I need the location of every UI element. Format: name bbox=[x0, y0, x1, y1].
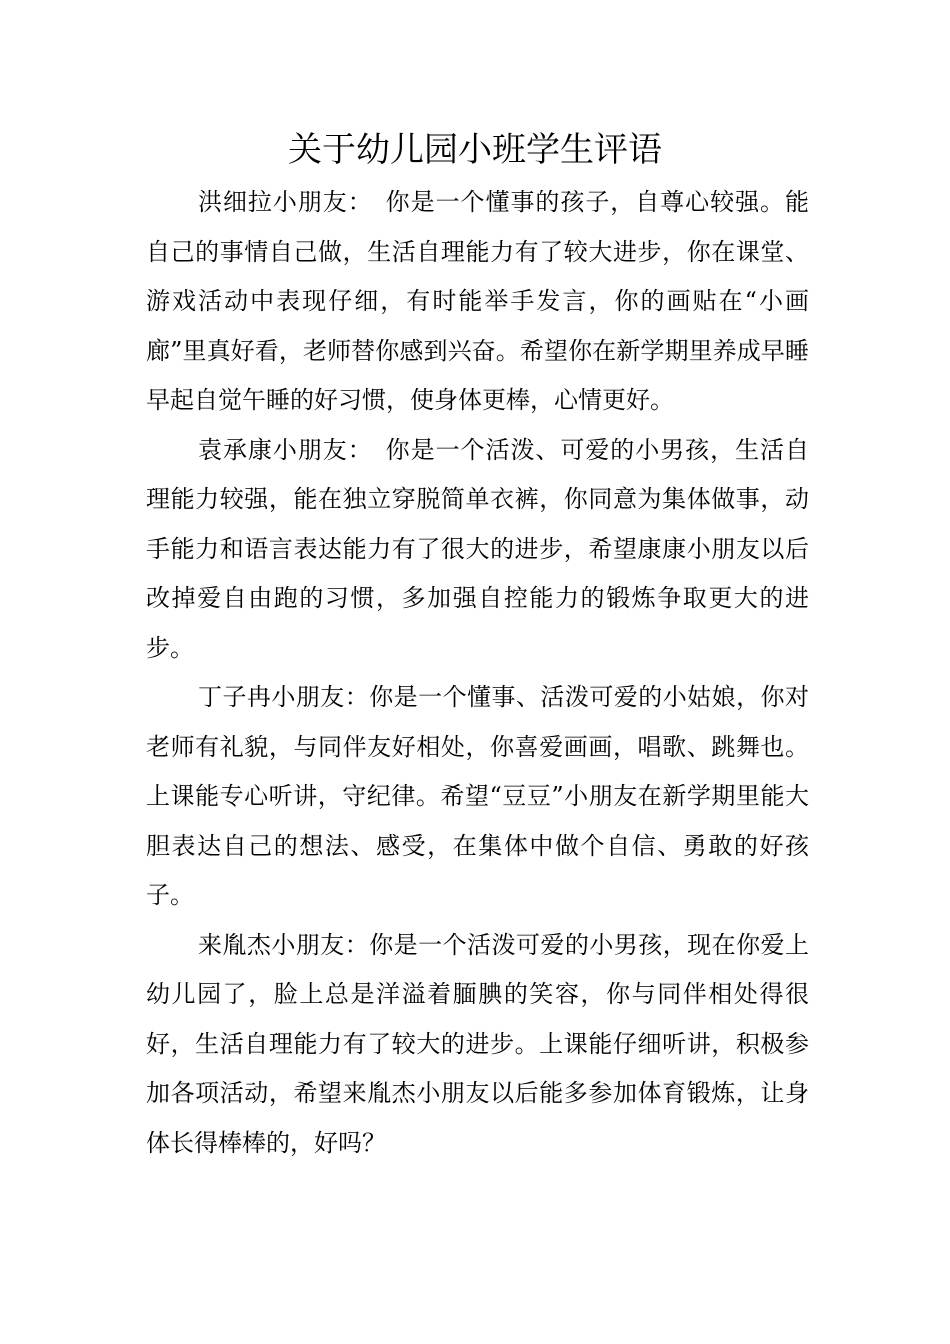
comment-paragraph-lai: 来胤杰小朋友：你是一个活泼可爱的小男孩，现在你爱上幼儿园了，脸上总是洋溢着腼腆的笑容，你与同伴相处得很好，生活自理能力有了较大的进步。上课能仔细听讲，积极参加各项活动，希望来胤杰小朋友以后能多参加体育锻炼，让身体长得棒棒的，好吗？ bbox=[146, 930, 809, 1157]
comment-paragraph-yuan: 袁承康小朋友： 你是一个活泼、可爱的小男孩，生活自理能力较强，能在独立穿脱简单衣裤，你同意为集体做事，动手能力和语言表达能力有了很大的进步，希望康康小朋友以后改掉爱自由跑的习惯，多加强自控能力的锻炼争取更大的进步。 bbox=[146, 435, 809, 662]
document-body bbox=[146, 178, 809, 1168]
document-title: 关于幼儿园小班学生评语 bbox=[288, 130, 662, 170]
comment-paragraph-hong: 洪细拉小朋友： 你是一个懂事的孩子，自尊心较强。能自己的事情自己做，生活自理能力有了较大进步，你在课堂、游戏活动中表现仔细，有时能举手发言，你的画贴在“小画廊”里真好看，老师替你感到兴奋。希望你在新学期里养成早睡早起自觉午睡的好习惯，使身体更棒，心情更好。 bbox=[146, 188, 809, 414]
comment-paragraph-ding: 丁子冉小朋友：你是一个懂事、活泼可爱的小姑娘，你对老师有礼貌，与同伴友好相处，你喜爱画画，唱歌、跳舞也。上课能专心听讲，守纪律。希望“豆豆”小朋友在新学期里能大胆表达自己的想法、感受，在集体中做个自信、勇敢的好孩子。 bbox=[146, 683, 809, 909]
